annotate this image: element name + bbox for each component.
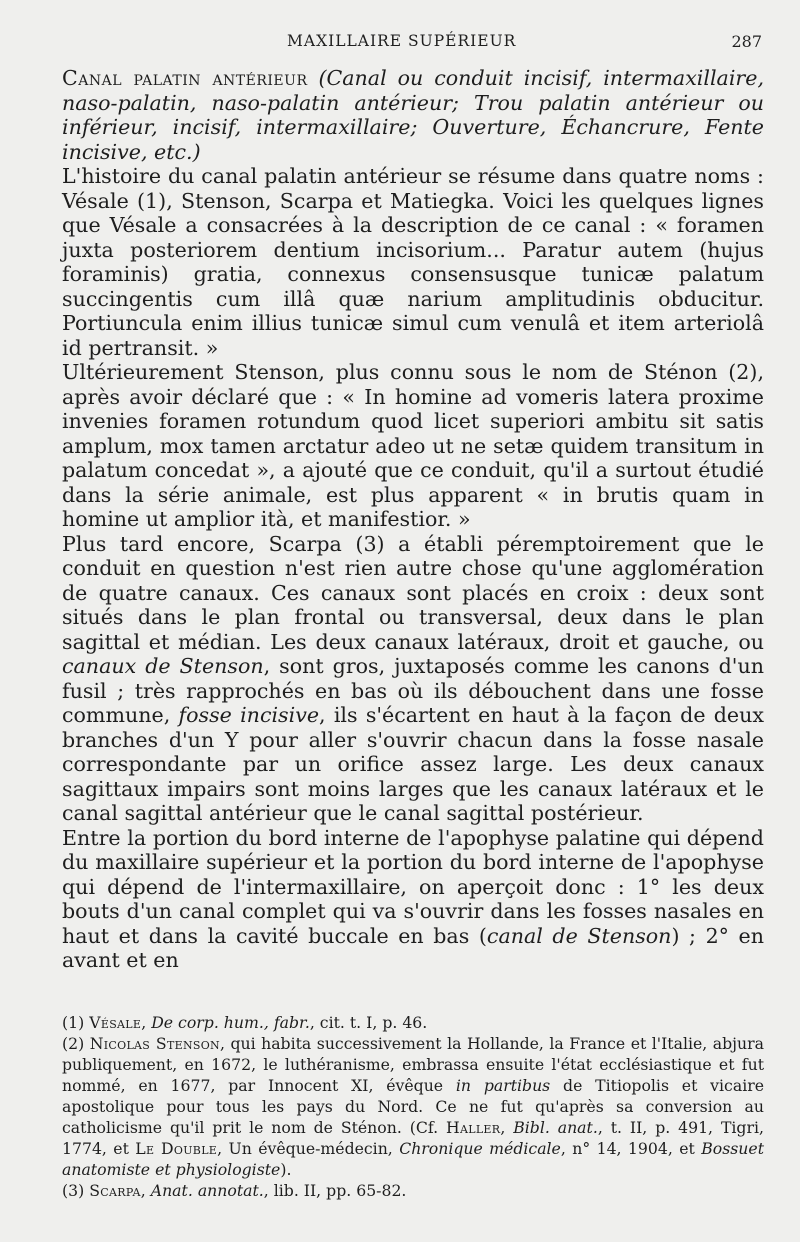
footnote-text: , Un évêque-médecin,: [217, 1139, 400, 1158]
footnote-title: De corp. hum., fabr.: [151, 1013, 310, 1032]
footnote-text: , n° 14, 1904, et: [560, 1139, 702, 1158]
paragraph-anatomy: [62, 826, 764, 973]
text-segment: , ils s'écartent en haut à la façon de deux branches d'un Y pour aller s'ouvrir chacun dans la fosse nasale correspondante par un orifice assez large. Les deux canaux sagittaux impairs sont moins larges que les canaux latéraux et le canal sagittal antérieur que le canal sagittal postérieur.: [62, 703, 764, 825]
footnote-italic: Bossuet anatomiste et physiologiste: [62, 1139, 764, 1179]
paragraph-stenson: Ultérieurement Stenson, plus connu sous le nom de Sténon (2), après avoir déclaré que : « In homine ad vomeris latera proxime invenies foramen rotundum quod licet superiori ambitu sit satis amplum, mox tamen arctatur adeo ut ne setæ quidem transitum in palatum concedat », a ajouté que ce conduit, qu'il a surtout étudié dans la série animale, est plus apparent « in brutis quam in homine ut amplior ità, et manifestior. »: [62, 360, 764, 531]
footnote-text: , qui habita successivement la Hollande, la France et l'Italie, abjura publiquement, en 1672, le luthéranisme, embrassa ensuite l'état ecclésiastique et fut nommé, en 1677, par Innocent XI, évêque: [62, 1034, 764, 1095]
footnote-number: (1): [62, 1013, 85, 1032]
footnote-text: , lib. II, pp. 65-82.: [263, 1181, 407, 1200]
running-title: MAXILLAIRE SUPÉRIEUR: [287, 32, 517, 50]
footnote-italic: Anat. annotat.: [150, 1181, 264, 1200]
footnote-italic: Chronique médicale: [399, 1139, 561, 1158]
text-segment: , sont gros, juxtaposés comme les canons d'un fusil ; très rapprochés en bas où ils débouchent dans une fosse commune,: [62, 654, 764, 727]
footnote-text: , t. II, p. 491, Tigri, 1774, et: [62, 1118, 764, 1158]
footnote-author: Scarpa: [89, 1181, 141, 1200]
footnote-text: ,: [500, 1118, 514, 1137]
text-segment: ) ; 2° en avant et en: [62, 923, 764, 972]
footnote-author: Nicolas Stenson: [89, 1034, 220, 1053]
paragraph-history: L'histoire du canal palatin antérieur se résume dans quatre noms : Vésale (1), Stenson, Scarpa et Matiegka. Voici les quelques lignes que Vésale a consacrées à la description de ce canal : « foramen juxta posteriorem dentium incisorium... Paratur autem (hujus foraminis) gratia, connexus consensusque tunicæ palatum succingentis cum illâ quæ narium amplitudinis obducitur. Portiuncula enim illius tunicæ simul cum venulâ et item arteriolâ id pertransit. »: [62, 164, 764, 360]
italic-term: fosse incisive: [178, 703, 320, 727]
italic-term: canal de Stenson: [486, 923, 672, 948]
footnotes: [62, 1012, 764, 1201]
footnote-3: [62, 1180, 764, 1201]
footnote-1: (1) Vésale, De corp. hum., fabr., cit. t. I, p. 46.: [62, 1013, 428, 1032]
footnote-number: (3): [62, 1181, 85, 1200]
footnote-italic: in partibus: [455, 1076, 551, 1095]
text-segment: Entre la portion du bord interne de l'apophyse palatine qui dépend du maxillaire supérieur et la portion du bord interne de l'apophyse qui dépend de l'intermaxillaire, on aperçoit donc : 1° les deux bouts d'un canal complet qui va s'ouvrir dans les fosses nasales en haut et dans la cavité buccale en bas (: [62, 825, 764, 948]
page-number: 287: [731, 32, 762, 51]
footnote-author: Le Double: [135, 1139, 218, 1158]
main-text: [62, 66, 764, 973]
footnote-text: de Titiopolis et vicaire apostolique pour tous les pays du Nord. Ce ne fut qu'après sa conversion au catholicisme qu'il prit le nom de Sténon. (Cf.: [62, 1076, 764, 1137]
text-segment: Plus tard encore, Scarpa (3) a établi péremptoirement que le conduit en question n'est rien autre chose qu'une agglomération de quatre canaux. Ces canaux sont placés en croix : deux sont situés dans le plan frontal ou transversal, deux dans le plan sagittal et médian. Les deux canaux latéraux, droit et gauche, ou: [62, 531, 764, 654]
footnote-text: ).: [280, 1160, 292, 1179]
footnote-author: Haller: [445, 1118, 501, 1137]
footnote-number: (2): [62, 1034, 85, 1053]
term-heading: Canal palatin antérieur: [62, 66, 308, 90]
paragraph-scarpa: [62, 532, 764, 826]
term-synonyms: (Canal ou conduit incisif, intermaxillaire, naso-palatin, naso-palatin antérieur; Trou palatin antérieur ou inférieur, incisif, intermaxillaire; Ouverture, Échancrure, Fente incisive, etc.): [62, 66, 765, 164]
paragraph-canal-definition: [62, 66, 764, 164]
italic-term: canaux de Stenson: [62, 654, 264, 678]
page-header: [0, 32, 800, 58]
footnote-author: Vésale: [89, 1013, 142, 1032]
footnote-text: , cit. t. I, p. 46.: [309, 1013, 428, 1032]
footnote-italic: Bibl. anat.: [513, 1118, 598, 1137]
footnote-text: ,: [140, 1181, 151, 1200]
footnote-2: [62, 1033, 764, 1180]
